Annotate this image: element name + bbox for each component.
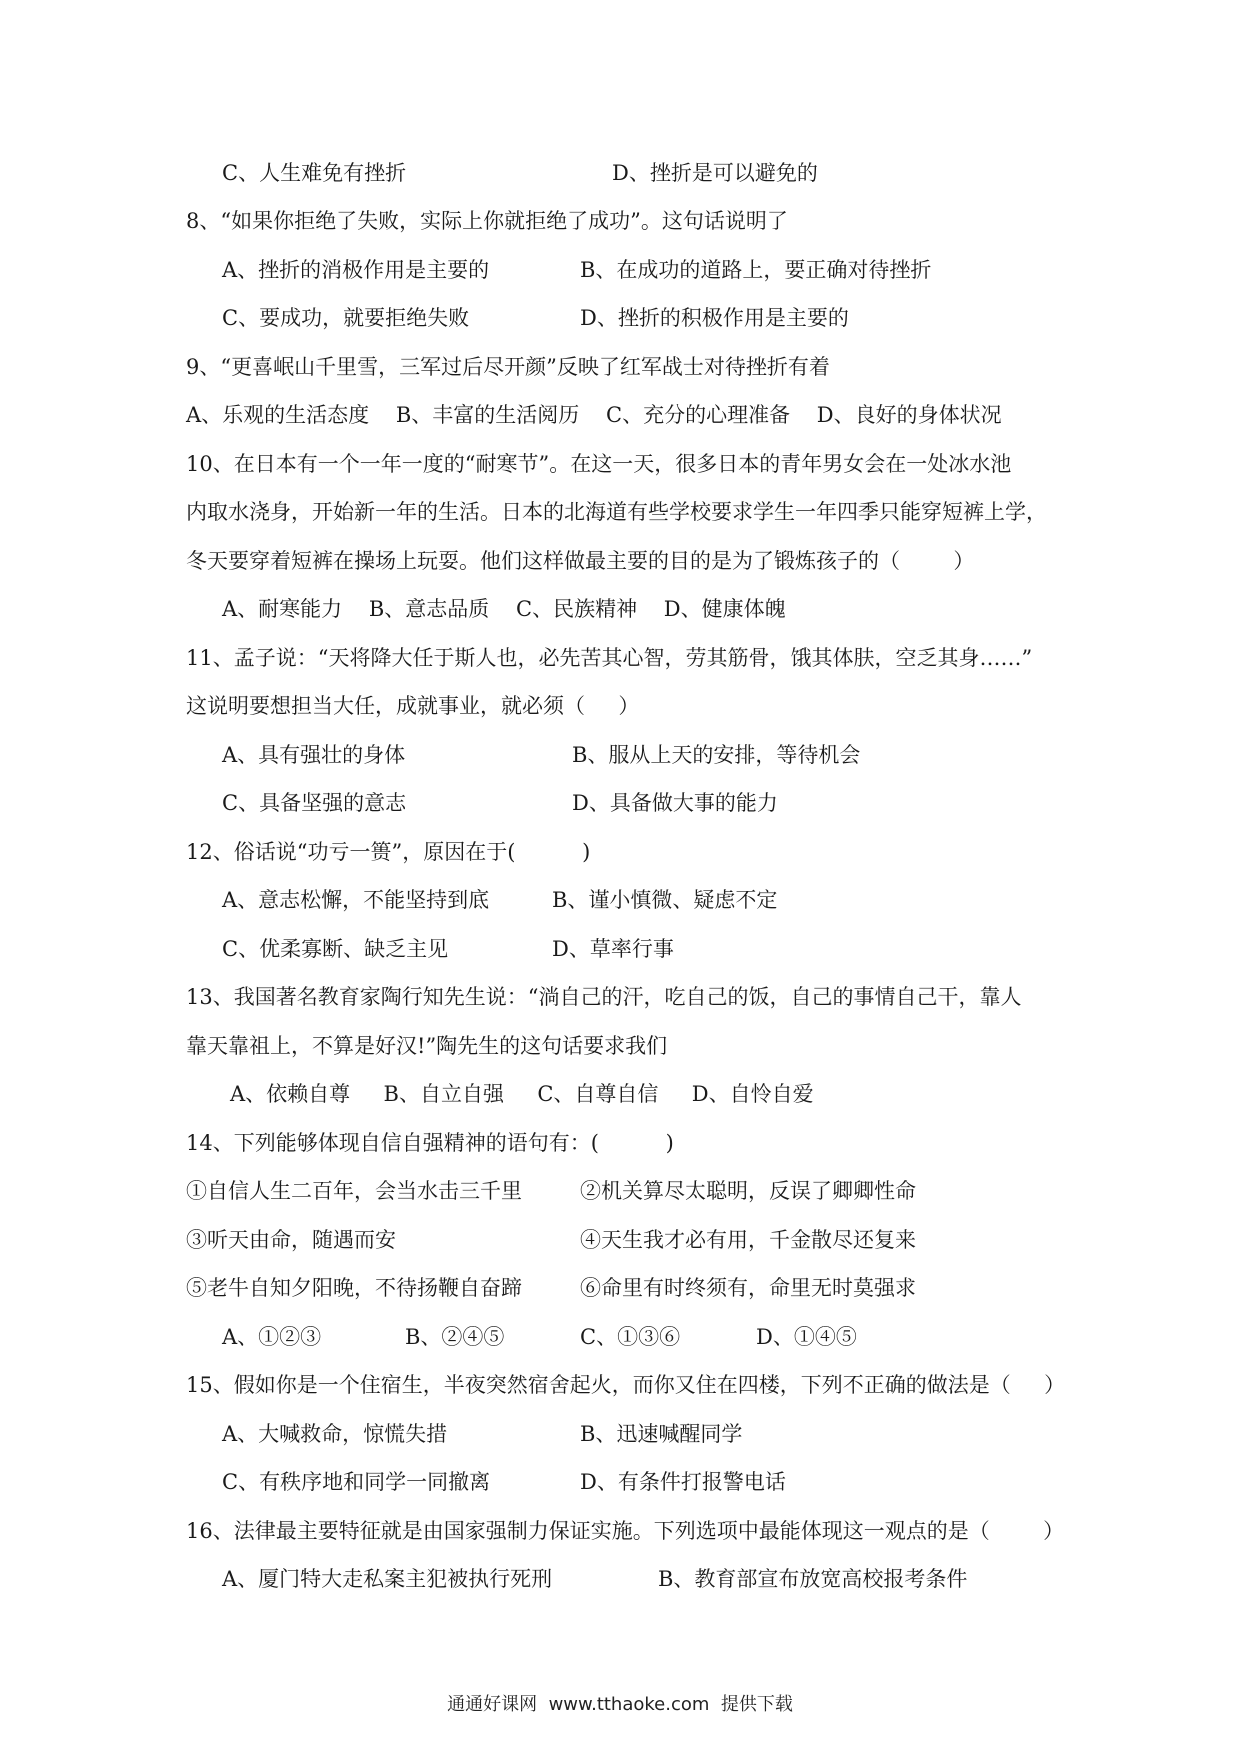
q12-option-c: C、优柔寡断、缺乏主见 [222, 937, 449, 961]
q15-stem: 15、假如你是一个住宿生，半夜突然宿舍起火，而你又住在四楼，下列不正确的做法是（ ） [186, 1373, 1066, 1397]
q14-statement-6: ⑥命里有时终须有，命里无时莫强求 [580, 1276, 916, 1300]
q8-option-b: B、在成功的道路上，要正确对待挫折 [580, 258, 932, 282]
q14-statement-2: ②机关算尽太聪明，反误了卿卿性命 [580, 1179, 916, 1203]
q12-option-a: A、意志松懈，不能坚持到底 [222, 888, 490, 912]
q8-option-a: A、挫折的消极作用是主要的 [222, 258, 490, 282]
q8-stem: 8、“如果你拒绝了失败，实际上你就拒绝了成功”。这句话说明了 [186, 209, 788, 233]
q14-stem: 14、下列能够体现自信自强精神的语句有：( ) [186, 1131, 674, 1155]
q10-options: A、耐寒能力 B、意志品质 C、民族精神 D、健康体魄 [222, 597, 786, 621]
q11-option-b: B、服从上天的安排，等待机会 [572, 743, 861, 767]
page-footer: 通通好课网 www.tthaoke.com 提供下载 [447, 1694, 793, 1715]
q12-stem: 12、俗话说“功亏一篑”，原因在于( ) [186, 840, 591, 864]
q14-option-a: A、①②③ [222, 1325, 322, 1349]
q12-option-d: D、草率行事 [552, 937, 674, 961]
q10-line-1: 10、在日本有一个一年一度的“耐寒节”。在这一天，很多日本的青年男女会在一处冰水池 [186, 452, 1012, 476]
q7-option-c: C、人生难免有挫折 [222, 161, 407, 185]
q10-line-2: 内取水浇身，开始新一年的生活。日本的北海道有些学校要求学生一年四季只能穿短裤上学， [186, 500, 1047, 524]
q11-line-1: 11、孟子说：“天将降大任于斯人也，必先苦其心智，劳其筋骨，饿其体肤，空乏其身……” [186, 646, 1033, 670]
q13-line-1: 13、我国著名教育家陶行知先生说：“淌自己的汗，吃自己的饭，自己的事情自己干，靠人 [186, 985, 1022, 1009]
q14-statement-4: ④天生我才必有用，千金散尽还复来 [580, 1228, 916, 1252]
q8-option-d: D、挫折的积极作用是主要的 [580, 306, 849, 330]
q14-statement-5: ⑤老牛自知夕阳晚，不待扬鞭自奋蹄 [186, 1276, 522, 1300]
q7-option-d: D、挫折是可以避免的 [612, 161, 818, 185]
q15-option-a: A、大喊救命，惊慌失措 [222, 1422, 448, 1446]
q13-options: A、依赖自尊 B、自立自强 C、自尊自信 D、自怜自爱 [230, 1082, 814, 1106]
q11-line-2: 这说明要想担当大任，成就事业，就必须（ ） [186, 694, 640, 718]
q12-option-b: B、谨小慎微、疑虑不定 [552, 888, 778, 912]
q16-option-b: B、教育部宣布放宽高校报考条件 [658, 1567, 968, 1591]
q16-option-a: A、厦门特大走私案主犯被执行死刑 [222, 1567, 553, 1591]
q8-option-c: C、要成功，就要拒绝失败 [222, 306, 470, 330]
q14-statement-1: ①自信人生二百年，会当水击三千里 [186, 1179, 522, 1203]
q16-stem: 16、法律最主要特征就是由国家强制力保证实施。下列选项中最能体现这一观点的是（ ） [186, 1519, 1065, 1543]
q15-option-d: D、有条件打报警电话 [580, 1470, 786, 1494]
q9-stem: 9、“更喜岷山千里雪，三军过后尽开颜”反映了红军战士对待挫折有着 [186, 355, 830, 379]
q11-option-c: C、具备坚强的意志 [222, 791, 407, 815]
q14-statement-3: ③听天由命，随遇而安 [186, 1228, 396, 1252]
q14-option-c: C、①③⑥ [580, 1325, 681, 1349]
q9-options: A、乐观的生活态度 B、丰富的生活阅历 C、充分的心理准备 D、良好的身体状况 [186, 403, 1002, 427]
q14-option-d: D、①④⑤ [756, 1325, 857, 1349]
q15-option-b: B、迅速喊醒同学 [580, 1422, 743, 1446]
q11-option-a: A、具有强壮的身体 [222, 743, 406, 767]
q10-line-3: 冬天要穿着短裤在操场上玩耍。他们这样做最主要的目的是为了锻炼孩子的（ ） [186, 549, 975, 573]
q13-line-2: 靠天靠祖上，不算是好汉!”陶先生的这句话要求我们 [186, 1034, 668, 1058]
q14-option-b: B、②④⑤ [405, 1325, 505, 1349]
q11-option-d: D、具备做大事的能力 [572, 791, 778, 815]
q15-option-c: C、有秩序地和同学一同撤离 [222, 1470, 491, 1494]
